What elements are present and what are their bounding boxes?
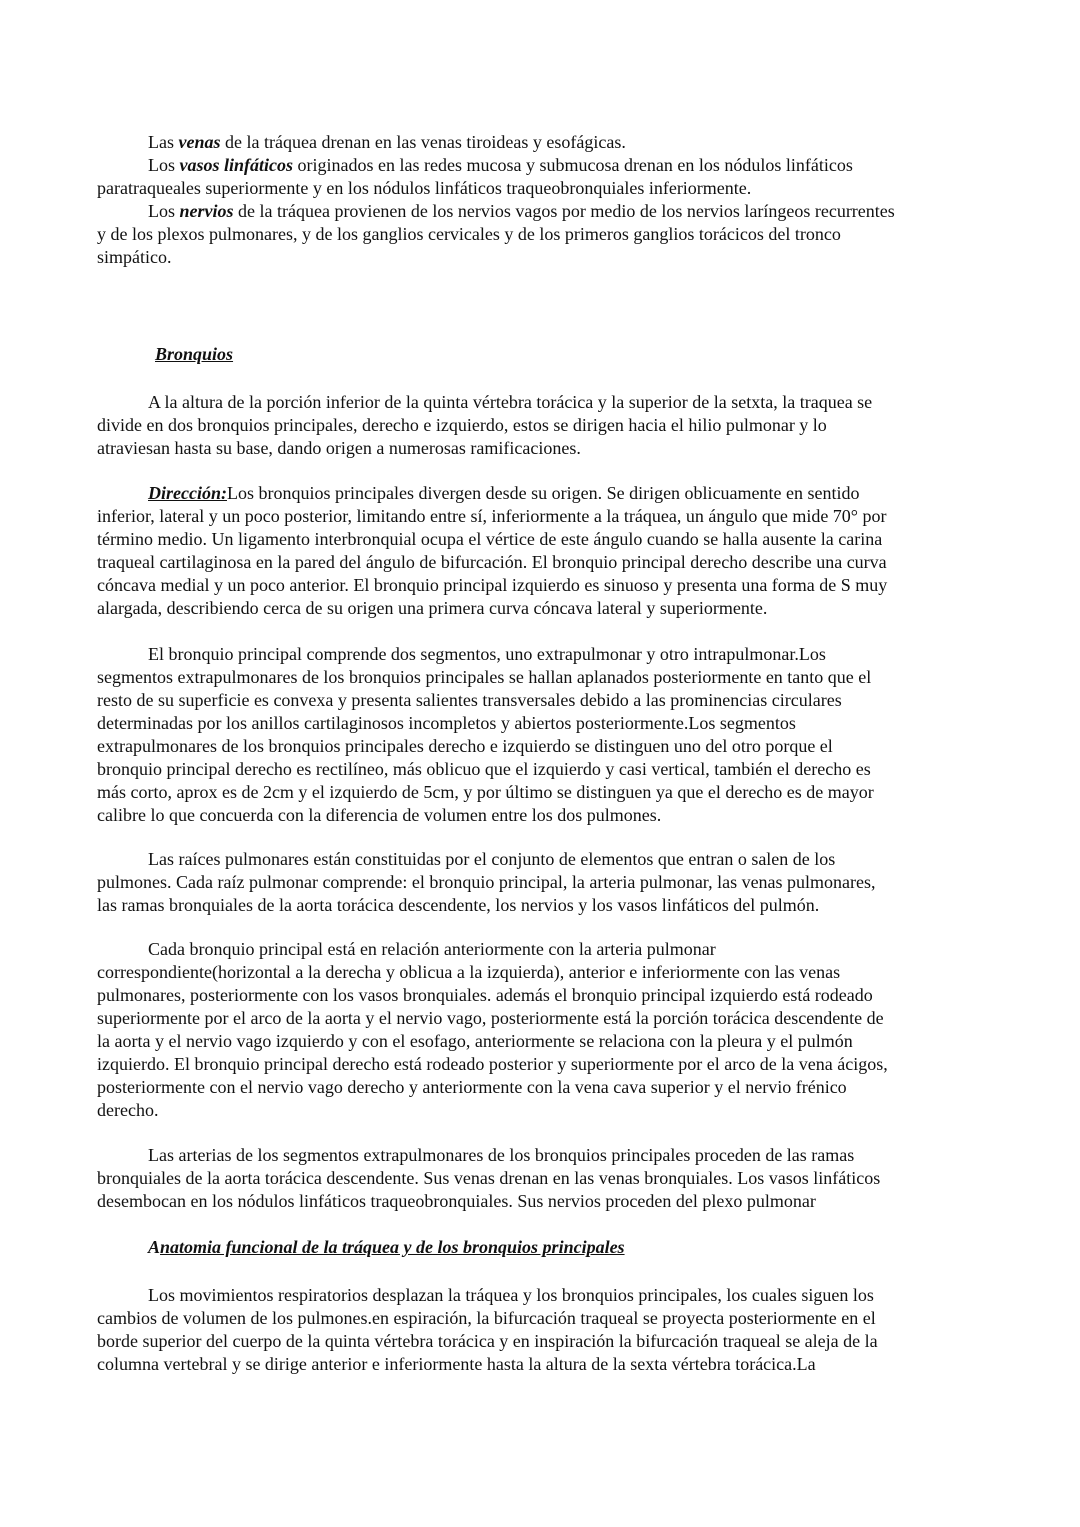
text-line: término medio. Un ligamento interbronquial ocupa el vértice de este ángulo cuando se halla ausente la carina xyxy=(97,529,883,549)
text-line: segmentos extrapulmonares de los bronquios principales se hallan aplanados posteriormente en tanto que el xyxy=(97,667,872,687)
text-line: extrapulmonares de los bronquios principales derecho e izquierdo se distinguen uno del otro porque el xyxy=(97,736,833,756)
text-line: Los movimientos respiratorios desplazan la tráquea y los bronquios principales, los cuales siguen los xyxy=(148,1285,874,1305)
paragraph-arterias xyxy=(97,1144,997,1213)
paragraph-raices xyxy=(97,848,997,917)
text-line: traqueal cartilaginosa en la pared del ángulo de bifurcación. El bronquio principal derecho describe una curva xyxy=(97,552,887,572)
term-venas: venas xyxy=(178,132,221,152)
text-line: atraviesan hasta su base, dando origen a numerosas ramificaciones. xyxy=(97,438,581,458)
paragraph-relaciones xyxy=(97,938,997,1122)
text: Las xyxy=(148,132,179,152)
term-nervios: nervios xyxy=(179,201,234,221)
section-heading-bronquios: Bronquios xyxy=(155,344,234,364)
text-line: cambios de volumen de los pulmones.en espiración, la bifurcación traqueal se proyecta posteriormente en el xyxy=(97,1308,876,1328)
text-line: A la altura de la porción inferior de la quinta vértebra torácica y la superior de la setxta, la traquea se xyxy=(148,392,873,412)
text-line: pulmones. Cada raíz pulmonar comprende: el bronquio principal, la arteria pulmonar, las venas pulmonares, xyxy=(97,872,876,892)
text-line: Las arterias de los segmentos extrapulmonares de los bronquios principales proceden de las ramas xyxy=(148,1145,855,1165)
paragraph-venas xyxy=(97,131,997,154)
text-line: Las raíces pulmonares están constituidas por el conjunto de elementos que entran o salen de los xyxy=(148,849,836,869)
text-line: alargada, describiendo cerca de su origen una primera curva cóncava lateral y superiormente. xyxy=(97,598,768,618)
text-line: posteriormente con el nervio vago derecho y anteriormente con la vena cava superior y el nervio frénico xyxy=(97,1077,847,1097)
text: Los bronquios principales divergen desde su origen. Se dirigen oblicuamente en sentido xyxy=(226,483,860,503)
heading-text: natomia funcional de la tráquea y de los bronquios principales xyxy=(160,1237,625,1257)
text: de la tráquea drenan en las venas tiroideas y esofágicas. xyxy=(220,132,626,152)
text-line: calibre lo que concuerda con la diferencia de volumen entre los dos pulmones. xyxy=(97,805,662,825)
paragraph-nervios-line-2: y de los plexos pulmonares, y de los ganglios cervicales y de los primeros ganglios torácicos del tronco xyxy=(97,224,841,244)
paragraph-nervios-line-3: simpático. xyxy=(97,247,172,267)
text-line: más corto, aprox es de 2cm y el izquierdo de 5cm, y por último se distinguen ya que el derecho es de mayor xyxy=(97,782,874,802)
paragraph-nervios-line-1 xyxy=(97,200,997,223)
text-line: pulmonares, posteriormente con los vasos bronquiales. además el bronquio principal izquierdo está rodeado xyxy=(97,985,873,1005)
text-line: superiormente por el arco de la aorta y el nervio vago, posteriormente está la porción torácica descendente de xyxy=(97,1008,884,1028)
text: de la tráquea provienen de los nervios vagos por medio de los nervios laríngeos recurrentes xyxy=(233,201,895,221)
text-line: derecho. xyxy=(97,1100,159,1120)
paragraph-linfaticos-line-1 xyxy=(97,154,997,177)
text: Los xyxy=(148,155,180,175)
term-vasos-linfaticos: vasos linfáticos xyxy=(179,155,294,175)
text-line: columna vertebral y se dirige anterior e inferiormente hasta la altura de la sexta vértebra torácica.La xyxy=(97,1354,816,1374)
text-line: resto de su superficie es convexa y presenta salientes transversales debido a las prominencias circulares xyxy=(97,690,842,710)
text: Los xyxy=(148,201,180,221)
text-line: izquierdo. El bronquio principal derecho está rodeado posterior y superiormente por el arco de la vena ácigos, xyxy=(97,1054,888,1074)
text-line: Cada bronquio principal está en relación anteriormente con la arteria pulmonar xyxy=(148,939,716,959)
intro-section xyxy=(97,131,997,269)
paragraph-bronquios-intro xyxy=(97,391,997,460)
text-line: borde superior del cuerpo de la quinta vértebra torácica y en inspiración la bifurcación traqueal se aleja de la xyxy=(97,1331,878,1351)
text-line: bronquiales de la aorta torácica descendente. Sus venas drenan en las venas bronquiales. Los vasos linfáticos xyxy=(97,1168,881,1188)
section-heading-anatomia-funcional xyxy=(148,1236,625,1259)
text-line: divide en dos bronquios principales, derecho e izquierdo, estos se dirigen hacia el hilio pulmonar y lo xyxy=(97,415,827,435)
label-direccion: Dirección: xyxy=(148,483,227,503)
text: originados en las redes mucosa y submucosa drenan en los nódulos linfáticos xyxy=(293,155,853,175)
text-line: las ramas bronquiales de la aorta torácica descendente, los nervios y los vasos linfáticos del pulmón. xyxy=(97,895,820,915)
paragraph-segmentos xyxy=(97,643,997,827)
text-line xyxy=(97,482,997,505)
heading-initial: A xyxy=(148,1237,161,1257)
text-line: bronquio principal derecho es rectilíneo, más oblicuo que el izquierdo y casi vertical, también el derecho es xyxy=(97,759,871,779)
paragraph-linfaticos-line-2: paratraqueales superiormente y en los nódulos linfáticos traqueobronquiales inferiormente. xyxy=(97,178,752,198)
text-line: desembocan en los nódulos linfáticos traqueobronquiales. Sus nervios proceden del plexo pulmonar xyxy=(97,1191,816,1211)
paragraph-movimientos xyxy=(97,1284,997,1376)
text-line: El bronquio principal comprende dos segmentos, uno extrapulmonar y otro intrapulmonar.Los xyxy=(148,644,826,664)
text-line: cóncava medial y un poco anterior. El bronquio principal izquierdo es sinuoso y presenta una forma de S muy xyxy=(97,575,888,595)
text-line: determinadas por los anillos cartilaginosos incompletos y abiertos posteriormente.Los segmentos xyxy=(97,713,796,733)
text-line: correspondiente(horizontal a la derecha y oblicua a la izquierda), anterior e inferiormente con las venas xyxy=(97,962,841,982)
paragraph-direccion xyxy=(97,482,997,620)
text-line: la aorta y el nervio vago izquierdo y con el esofago, anteriormente se relaciona con la pleura y el pulmón xyxy=(97,1031,853,1051)
text-line: inferior, lateral y un poco posterior, limitando entre sí, inferiormente a la tráquea, un ángulo que mide 70° por xyxy=(97,506,887,526)
